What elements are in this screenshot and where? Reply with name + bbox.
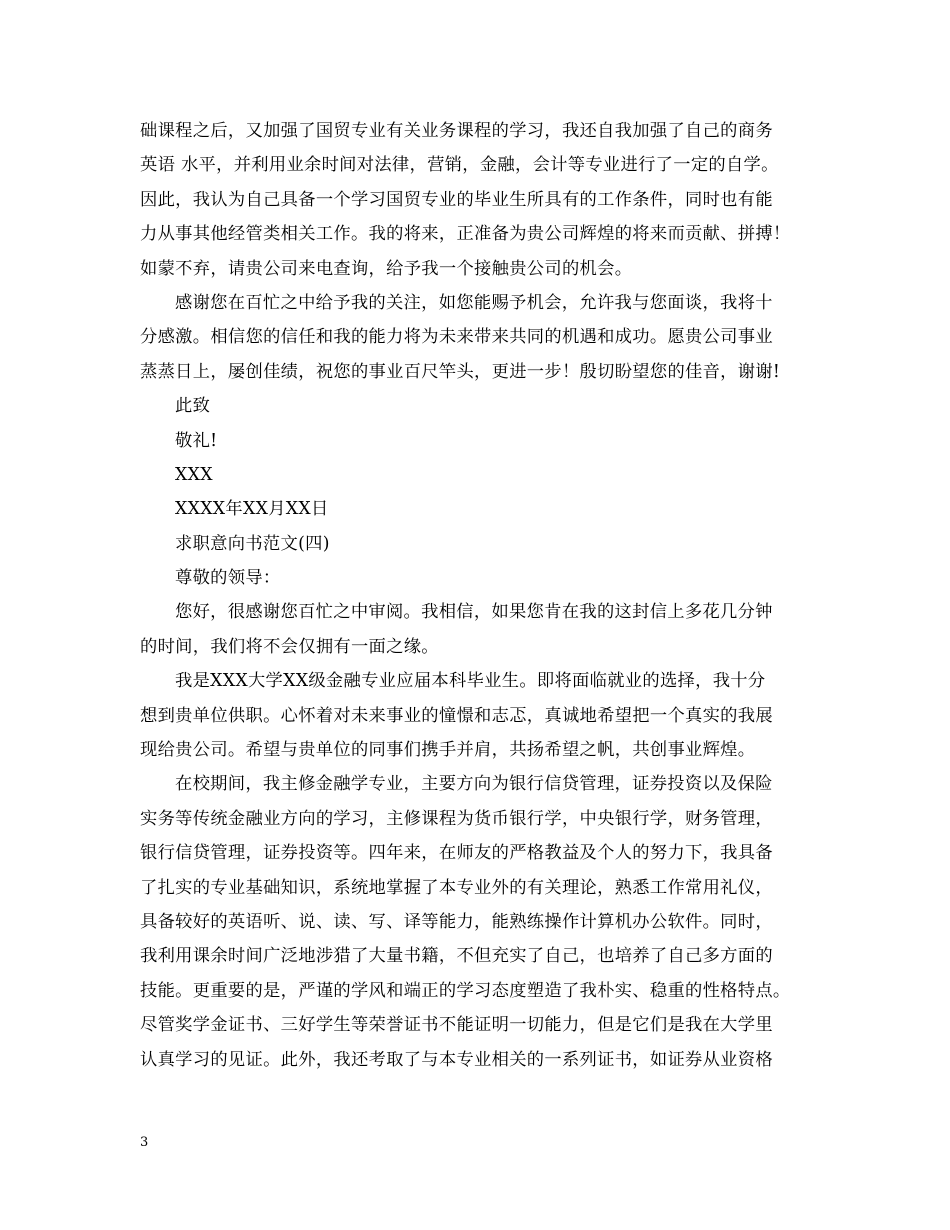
text-line: 想到贵单位供职。心怀着对未来事业的憧憬和志忑，真诚地希望把一个真实的我展 (140, 705, 773, 726)
salutation-line: 敬礼! (175, 430, 218, 451)
section-heading: 求职意向书范文(四) (175, 533, 330, 554)
text-line: 银行信贷管理，证券投资等。四年来，在师友的严格教益及个人的努力下，我具备 (140, 843, 773, 864)
text-line: 现给贵公司。希望与贵单位的同事们携手并肩，共扬希望之帆，共创事业辉煌。 (140, 740, 756, 761)
paragraph-first-line: 您好，很感谢您百忙之中审阅。我相信，如果您肯在我的这封信上多花几分钟 (175, 602, 773, 623)
text-line: 了扎实的专业基础知识，系统地掌握了本专业外的有关理论，熟悉工作常用礼仪， (140, 877, 773, 898)
text-line: 的时间，我们将不会仅拥有一面之缘。 (140, 636, 439, 657)
text-line: 实务等传统金融业方向的学习，主修课程为货币银行学，中央银行学，财务管理， (140, 808, 773, 829)
text-line: 如蒙不弃，请贵公司来电查询，给予我一个接触贵公司的机会。 (140, 258, 633, 279)
text-line: 认真学习的见证。此外，我还考取了与本专业相关的一系列证书，如证券从业资格 (140, 1049, 773, 1070)
text-line: 力从事其他经管类相关工作。我的将来，正准备为贵公司辉煌的将来而贡献、拼搏！ (140, 224, 791, 245)
paragraph-first-line: 在校期间，我主修金融学专业，主要方向为银行信贷管理，证券投资以及保险 (175, 774, 773, 795)
signature-date: XXXX年XX月XX日 (175, 499, 329, 520)
text-line: 尽管奖学金证书、三好学生等荣誉证书不能证明一切能力，但是它们是我在大学里 (140, 1015, 773, 1036)
closing-line: 此致 (175, 396, 211, 417)
paragraph-first-line: 感谢您在百忙之中给予我的关注，如您能赐予机会，允许我与您面谈，我将十 (175, 292, 773, 313)
signature-name: XXX (175, 464, 213, 485)
page-number: 3 (140, 1135, 149, 1150)
paragraph-first-line: 我是XXX大学XX级金融专业应届本科毕业生。即将面临就业的选择，我十分 (175, 671, 766, 692)
text-line: 蒸蒸日上，屡创佳绩，祝您的事业百尺竿头，更进一步！殷切盼望您的佳音，谢谢! (140, 361, 781, 382)
greeting-line: 尊敬的领导： (175, 568, 281, 589)
text-line: 具备较好的英语听、说、读、写、译等能力，能熟练操作计算机办公软件。同时， (140, 911, 773, 932)
text-line: 分感激。相信您的信任和我的能力将为未来带来共同的机遇和成功。愿贵公司事业 (140, 327, 773, 348)
text-line: 技能。更重要的是，严谨的学风和端正的学习态度塑造了我朴实、稳重的性格特点。 (140, 980, 791, 1001)
text-line: 因此，我认为自己具备一个学习国贸专业的毕业生所具有的工作条件，同时也有能 (140, 189, 773, 210)
text-line: 我利用课余时间广泛地涉猎了大量书籍，不但充实了自己，也培养了自己多方面的 (140, 946, 773, 967)
text-line: 础课程之后，又加强了国贸专业有关业务课程的学习，我还自我加强了自己的商务 (140, 121, 773, 141)
document-body (140, 114, 810, 1077)
text-line: 英语 水平，并利用业余时间对法律，营销，金融，会计等专业进行了一定的自学。 (140, 155, 779, 176)
